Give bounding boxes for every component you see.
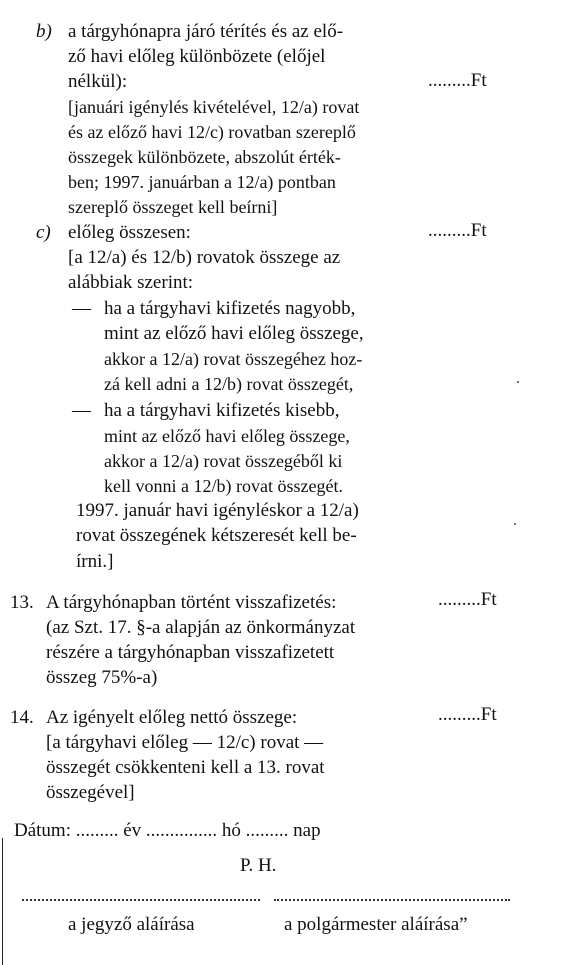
item-13-line-2: (az Szt. 17. §-a alapján az önkormányzat [46,617,356,638]
item-c-dash2-line-2: mint az előző havi előleg összege, [104,426,350,446]
item-b-line-4: [januári igénylés kivételével, 12/a) rovat [68,97,360,117]
item-b-line-7: ben; 1997. januárban a 12/a) pontban [68,172,336,192]
item-c-dash1-line-3: akkor a 12/a) rovat összegéhez hoz- [104,349,363,369]
item-14-line-2: [a tárgyhavi előleg — 12/c) rovat — [46,732,324,753]
item-13-amount: .........Ft [438,589,497,610]
item-b-line-1: a tárgyhónapra járó térítés és az elő- [68,21,344,42]
item-c-line-2: [a 12/a) és 12/b) rovatok összege az [68,247,341,268]
stamp-label: P. H. [240,855,277,876]
item-c-dash1-line-2: mint az előző havi előleg összege, [104,323,364,344]
item-c-dash1-line-1: ha a tárgyhavi kifizetés nagyobb, [104,298,356,319]
item-c-tail-2: rovat összegének kétszeresét kell be- [76,525,357,546]
item-b-line-6: összegek különbözete, abszolút érték- [68,147,341,167]
date-line: Dátum: ......... év ............... hó ......... nap [14,820,321,841]
item-c-tail-3: írni.] [76,551,114,572]
item-c-amount: .........Ft [428,220,487,241]
left-margin-rule [2,838,3,965]
item-c-tail-1: 1997. január havi igényléskor a 12/a) [76,500,359,521]
item-13-line-1: A tárgyhónapban történt visszafizetés: [46,592,337,613]
item-b-line-2: ző havi előleg különbözete (előjel [68,46,326,67]
item-13-number: 13. [10,592,34,613]
item-c-dash1-line-4: zá kell adni a 12/b) rovat összegét, [104,374,354,394]
item-c-dash2-line-4: kell vonni a 12/b) rovat összegét. [104,476,343,496]
polgarmester-signature-caption: a polgármester aláírása” [284,914,468,935]
item-c-dash2-line-3: akkor a 12/a) rovat összegéből ki [104,451,343,471]
item-14-line-1: Az igényelt előleg nettó összege: [46,707,298,728]
item-c-line-1: előleg összesen: [68,222,191,243]
item-13-line-4: összeg 75%-a) [46,667,158,688]
item-14-amount: .........Ft [438,704,497,725]
item-14-number: 14. [10,707,34,728]
item-14-line-4: összegével] [46,782,135,803]
item-c-line-3: alábbiak szerint: [68,272,194,293]
item-13-line-3: részére a tárgyhónapban visszafizetett [46,642,335,663]
item-c-dash2-line-1: ha a tárgyhavi kifizetés kisebb, [104,400,340,421]
item-c-dash-1: — [72,298,91,319]
item-b-marker: b) [36,21,52,42]
scan-speck [517,381,519,383]
item-b-line-8: szereplő összeget kell beírni] [68,197,278,217]
item-c-dash-2: — [72,400,91,421]
jegyzo-signature-caption: a jegyző aláírása [68,914,195,935]
item-c-marker: c) [36,222,51,243]
item-b-amount: .........Ft [428,70,487,91]
scan-speck [514,523,516,525]
item-14-line-3: összegét csökkenteni kell a 13. rovat [46,757,325,778]
jegyzo-signature-line [22,899,260,901]
item-b-line-3: nélkül): [68,71,128,92]
item-b-line-5: és az előző havi 12/c) rovatban szereplő [68,122,356,142]
polgarmester-signature-line [274,899,510,901]
